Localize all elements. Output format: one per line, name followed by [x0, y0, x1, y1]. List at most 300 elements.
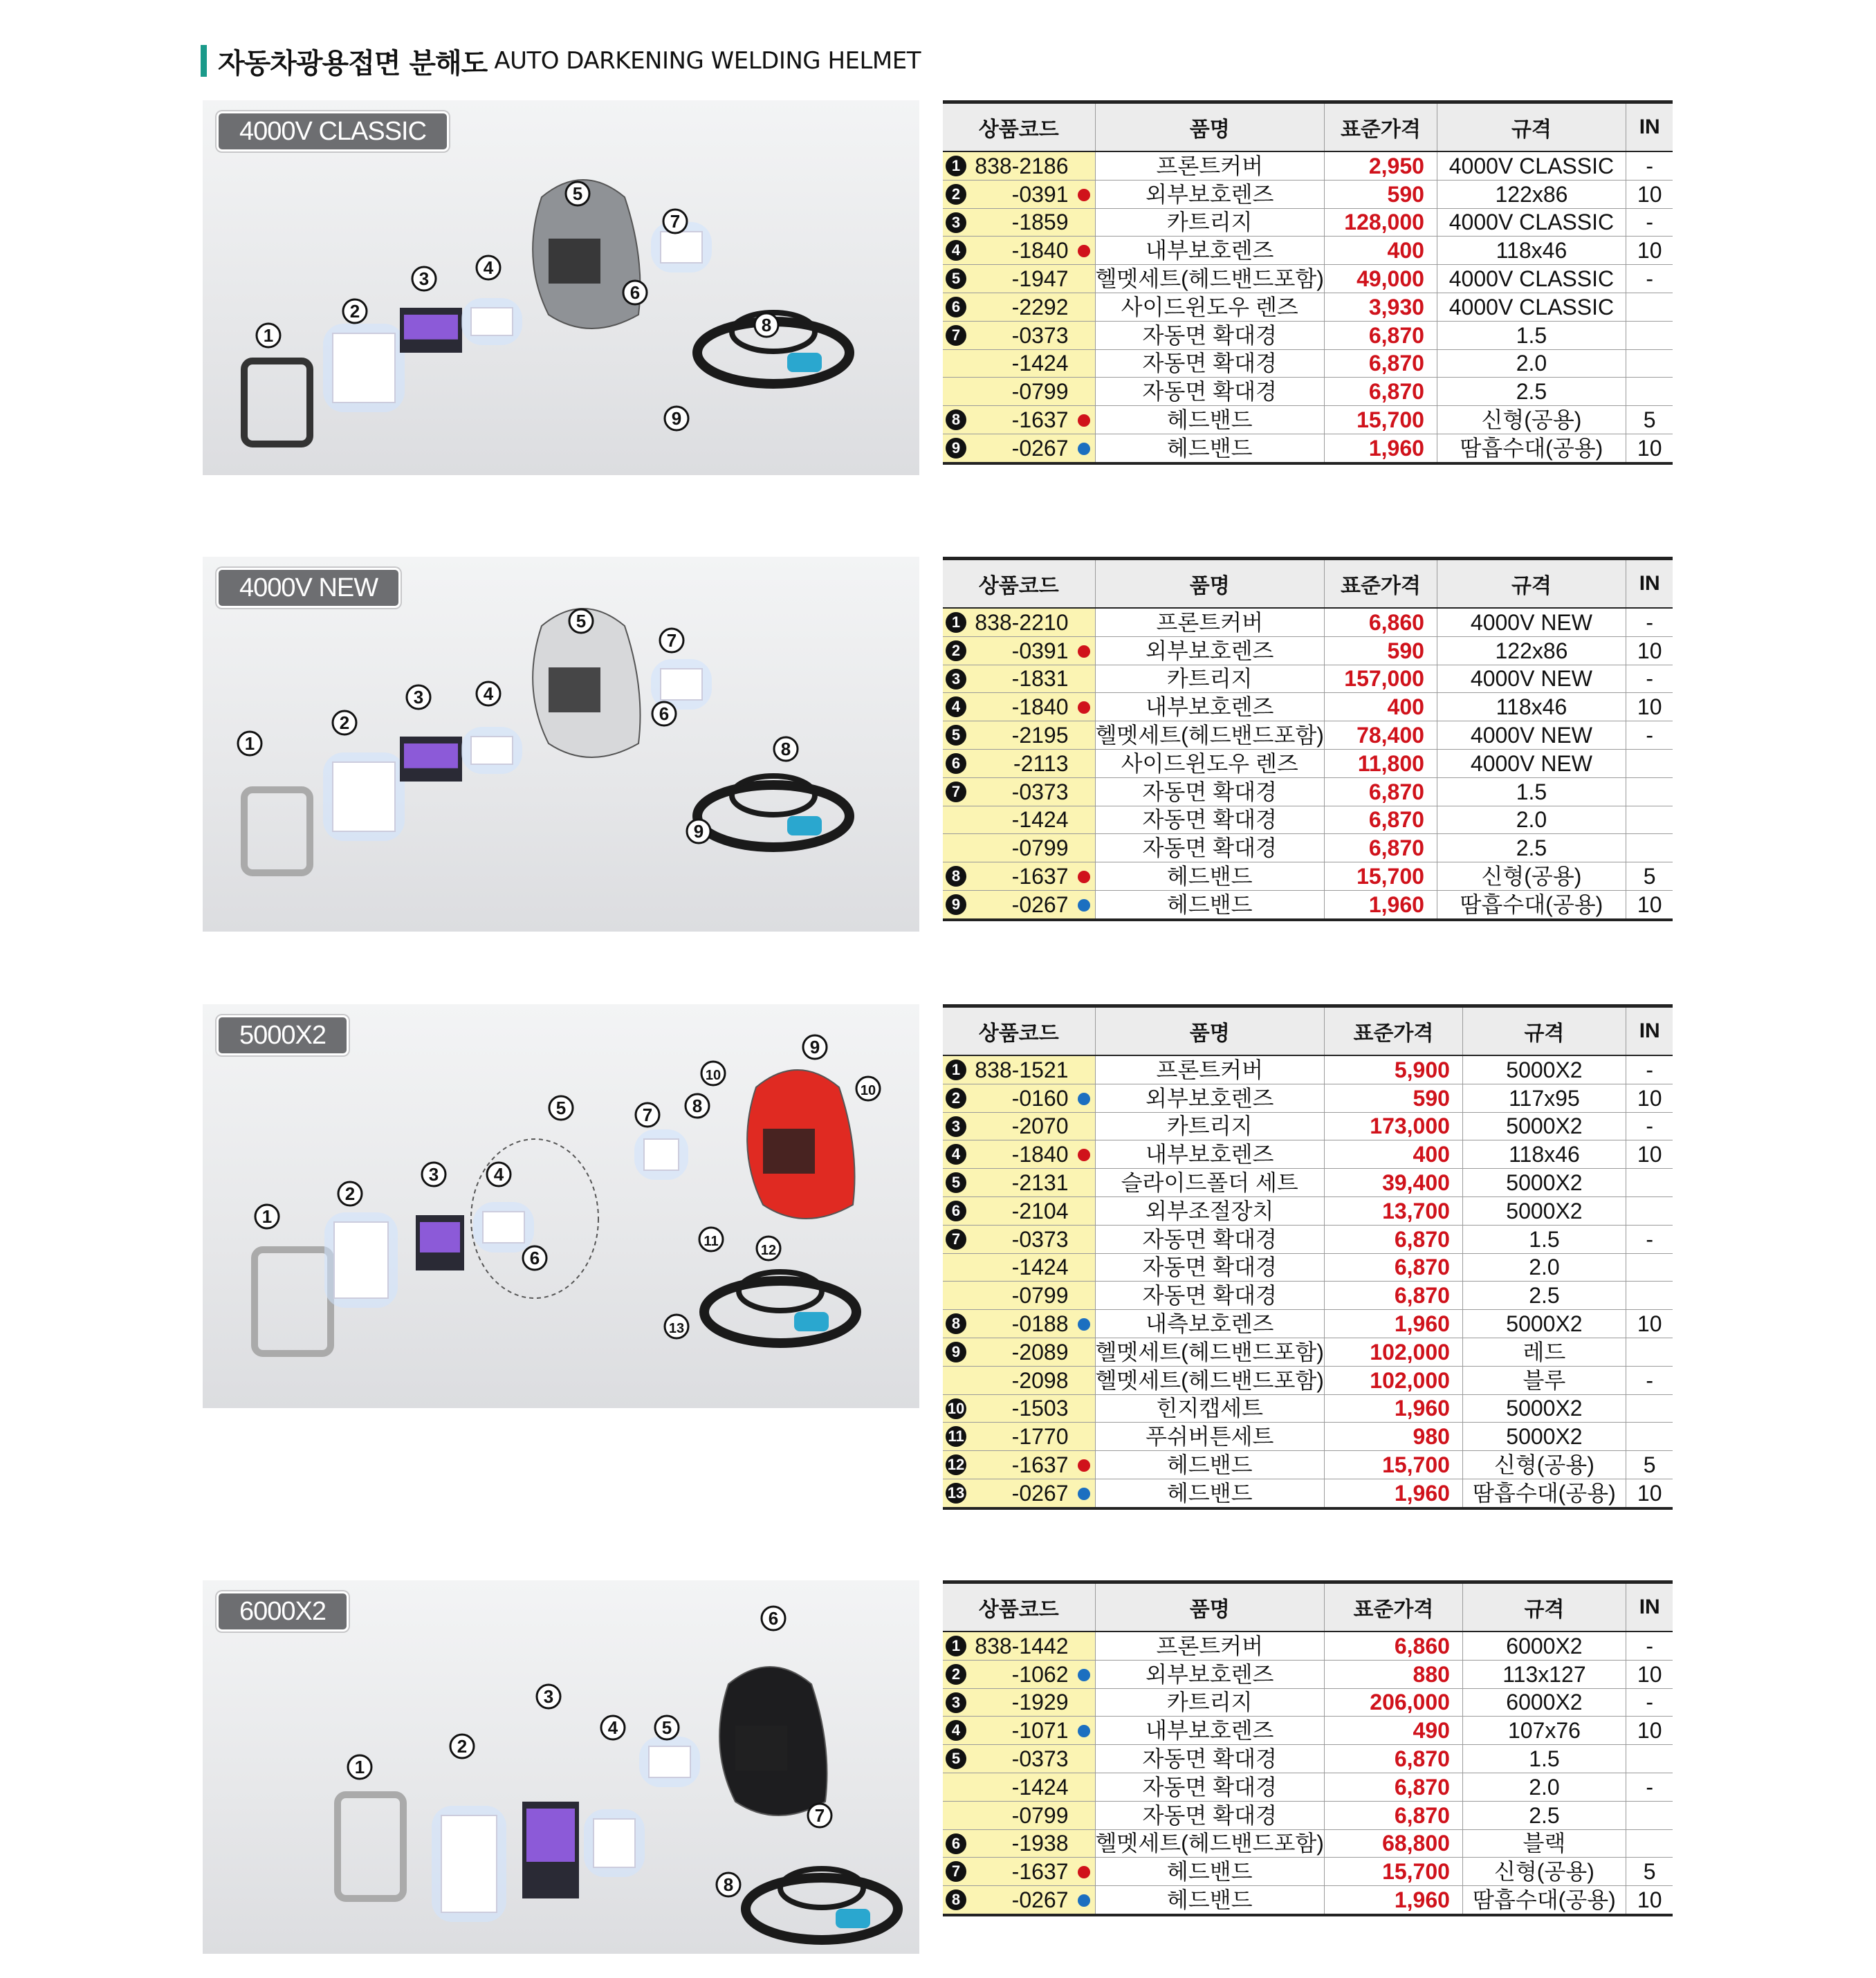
product-name-cell: 내부보호렌즈 — [1095, 693, 1324, 721]
item-number-badge: 9 — [946, 894, 966, 915]
spec-cell: 1.5 — [1462, 1745, 1626, 1773]
table-row — [943, 1451, 1673, 1479]
product-code: -1424 — [1011, 807, 1069, 833]
product-name-cell: 자동면 확대경 — [1095, 1801, 1324, 1829]
product-name-cell: 자동면 확대경 — [1095, 1225, 1324, 1253]
in-qty-cell: 10 — [1626, 1310, 1673, 1338]
model-badge: 5000X2 — [217, 1015, 349, 1055]
spec-cell: 4000V CLASSIC — [1437, 151, 1626, 180]
callout-number — [422, 1163, 445, 1186]
callout-number — [652, 702, 676, 725]
column-header-code: 상품코드 — [943, 1582, 1095, 1632]
in-qty-cell — [1626, 806, 1673, 834]
spec-cell: 6000X2 — [1462, 1632, 1626, 1660]
front-cover-part — [255, 1250, 331, 1353]
product-code-cell — [943, 777, 1095, 806]
price-cell: 3,930 — [1324, 293, 1437, 321]
spec-cell: 1.5 — [1462, 1225, 1626, 1253]
product-code-cell — [943, 237, 1095, 265]
spec-cell: 118x46 — [1437, 693, 1626, 721]
in-qty-cell: 10 — [1626, 237, 1673, 265]
column-header-in: IN — [1626, 559, 1673, 609]
product-code-cell — [943, 693, 1095, 721]
svg-text:6: 6 — [629, 282, 641, 303]
outer-lens-part — [441, 1815, 497, 1912]
product-code-cell — [943, 1479, 1095, 1508]
spec-cell: 2.0 — [1437, 806, 1626, 834]
product-name-cell: 내부보호렌즈 — [1095, 237, 1324, 265]
product-name-cell: 슬라이드폴더 세트 — [1095, 1169, 1324, 1197]
price-cell: 6,870 — [1324, 834, 1437, 862]
price-cell: 6,870 — [1324, 777, 1437, 806]
helmet-window — [735, 1726, 787, 1771]
product-code-cell — [943, 1169, 1095, 1197]
exploded-diagram — [203, 557, 919, 932]
product-code: -1503 — [1011, 1396, 1069, 1421]
product-code-cell — [943, 1858, 1095, 1886]
product-name-cell: 헬멧세트(헤드밴드포함) — [1095, 1829, 1324, 1858]
sweatband-part — [794, 1312, 829, 1331]
spec-cell: 레드 — [1462, 1338, 1626, 1366]
callout-number — [477, 682, 500, 705]
blue-dot-icon — [1078, 1669, 1090, 1681]
column-header-spec: 규격 — [1437, 102, 1626, 152]
in-qty-cell: - — [1626, 265, 1673, 293]
product-name-cell: 푸쉬버튼세트 — [1095, 1423, 1324, 1451]
product-code: -2098 — [1011, 1367, 1069, 1393]
spec-cell: 신형(공용) — [1437, 862, 1626, 891]
cartridge-filter — [404, 743, 458, 768]
callout-number — [343, 299, 367, 323]
blue-dot-icon — [1078, 1488, 1090, 1500]
in-qty-cell: 10 — [1626, 1886, 1673, 1915]
in-qty-cell: - — [1626, 1225, 1673, 1253]
table-row — [943, 693, 1673, 721]
product-code: -2292 — [1011, 294, 1069, 320]
callout-number — [255, 1205, 279, 1228]
diagram-panel — [203, 1004, 919, 1408]
item-number-badge: 7 — [946, 1861, 966, 1882]
svg-text:6: 6 — [768, 1608, 779, 1629]
product-code: -0267 — [1011, 1887, 1069, 1913]
price-cell: 6,870 — [1324, 321, 1437, 349]
price-cell: 6,870 — [1324, 1225, 1462, 1253]
svg-text:4: 4 — [493, 1164, 504, 1185]
callout-number — [549, 1096, 573, 1120]
item-number-badge: 8 — [946, 866, 966, 887]
red-dot-icon — [1078, 245, 1090, 257]
product-name-cell: 헬멧세트(헤드밴드포함) — [1095, 1338, 1324, 1366]
red-dot-icon — [1078, 1866, 1090, 1878]
in-qty-cell: 10 — [1626, 434, 1673, 463]
svg-text:9: 9 — [809, 1037, 820, 1057]
item-number-badge: 8 — [946, 1889, 966, 1910]
product-name-cell: 자동면 확대경 — [1095, 1253, 1324, 1282]
product-name-cell: 헤드밴드 — [1095, 862, 1324, 891]
callout-number — [477, 256, 500, 279]
product-code-cell — [943, 406, 1095, 434]
price-cell: 6,870 — [1324, 806, 1437, 834]
spec-cell: 땀흡수대(공용) — [1437, 890, 1626, 919]
in-qty-cell — [1626, 1253, 1673, 1282]
callout-number — [523, 1246, 546, 1270]
product-name-cell: 프론트커버 — [1095, 1632, 1324, 1660]
inner-lens-part — [471, 737, 513, 764]
product-code: -1637 — [1011, 864, 1069, 889]
price-cell: 39,400 — [1324, 1169, 1462, 1197]
product-code-cell — [943, 321, 1095, 349]
svg-text:1: 1 — [354, 1757, 365, 1777]
callout-number — [623, 281, 647, 304]
item-number-badge: 7 — [946, 1229, 966, 1250]
product-code-cell — [943, 180, 1095, 208]
in-qty-cell — [1626, 293, 1673, 321]
spec-cell: 4000V NEW — [1437, 749, 1626, 777]
in-qty-cell: - — [1626, 608, 1673, 636]
item-number-badge: 5 — [946, 268, 966, 289]
spec-cell: 118x46 — [1437, 237, 1626, 265]
spec-cell: 4000V CLASSIC — [1437, 208, 1626, 237]
in-qty-cell — [1626, 1282, 1673, 1310]
product-code-cell — [943, 1225, 1095, 1253]
product-code: -0799 — [1011, 835, 1069, 861]
price-cell: 102,000 — [1324, 1366, 1462, 1394]
table-row — [943, 1632, 1673, 1660]
product-code-cell — [943, 434, 1095, 463]
product-name-cell: 헤드밴드 — [1095, 434, 1324, 463]
product-code: 838-2210 — [975, 609, 1069, 635]
price-cell: 1,960 — [1324, 1479, 1462, 1508]
product-code-cell — [943, 378, 1095, 406]
callout-number — [450, 1735, 474, 1758]
product-code-cell — [943, 1112, 1095, 1140]
product-code: -2113 — [1013, 750, 1069, 776]
in-qty-cell — [1626, 1423, 1673, 1451]
product-code-cell — [943, 1632, 1095, 1660]
svg-text:11: 11 — [704, 1234, 719, 1249]
price-cell: 1,960 — [1324, 890, 1437, 919]
red-dot-icon — [1078, 1459, 1090, 1472]
in-qty-cell: - — [1626, 1112, 1673, 1140]
product-name-cell: 자동면 확대경 — [1095, 321, 1324, 349]
spec-cell: 2.5 — [1462, 1282, 1626, 1310]
table-row — [943, 1394, 1673, 1423]
title-english: AUTO DARKENING WELDING HELMET — [494, 47, 921, 75]
table-row — [943, 1338, 1673, 1366]
spec-cell: 4000V NEW — [1437, 608, 1626, 636]
item-number-badge: 9 — [946, 438, 966, 459]
parts-table — [943, 100, 1673, 465]
table-row — [943, 151, 1673, 180]
product-name-cell: 헤드밴드 — [1095, 1479, 1324, 1508]
product-code: 838-1521 — [975, 1057, 1069, 1082]
svg-text:12: 12 — [760, 1243, 777, 1258]
spec-cell: 신형(공용) — [1462, 1451, 1626, 1479]
product-code-cell — [943, 1886, 1095, 1915]
in-qty-cell: - — [1626, 1688, 1673, 1717]
diagram-panel — [203, 100, 919, 475]
svg-text:2: 2 — [457, 1736, 468, 1757]
item-number-badge: 1 — [946, 1636, 966, 1656]
in-qty-cell: 5 — [1626, 862, 1673, 891]
product-code-cell — [943, 151, 1095, 180]
svg-text:5: 5 — [572, 183, 583, 204]
price-cell: 1,960 — [1324, 1394, 1462, 1423]
outer-lens-part — [334, 1222, 388, 1298]
spec-cell: 6000X2 — [1462, 1688, 1626, 1717]
in-qty-cell: - — [1626, 721, 1673, 750]
spec-cell: 신형(공용) — [1462, 1858, 1626, 1886]
spec-cell: 5000X2 — [1462, 1423, 1626, 1451]
spec-cell: 4000V CLASSIC — [1437, 293, 1626, 321]
product-code-cell — [943, 1140, 1095, 1169]
price-cell: 400 — [1324, 237, 1437, 265]
product-code: -1929 — [1011, 1690, 1069, 1715]
table-row — [943, 749, 1673, 777]
price-cell: 102,000 — [1324, 1338, 1462, 1366]
product-name-cell: 자동면 확대경 — [1095, 349, 1324, 378]
spec-cell: 118x46 — [1462, 1140, 1626, 1169]
price-cell: 1,960 — [1324, 434, 1437, 463]
price-cell: 5,900 — [1324, 1055, 1462, 1084]
table-row — [943, 434, 1673, 463]
model-badge: 4000V NEW — [217, 568, 401, 608]
spec-cell: 땀흡수대(공용) — [1462, 1886, 1626, 1915]
product-name-cell: 헬멧세트(헤드밴드포함) — [1095, 721, 1324, 750]
spec-cell: 4000V CLASSIC — [1437, 265, 1626, 293]
product-code: -0799 — [1011, 1802, 1069, 1828]
callout-number — [601, 1716, 625, 1739]
sweatband-part — [787, 353, 822, 372]
item-number-badge: 4 — [946, 1720, 966, 1741]
product-code: -1831 — [1011, 666, 1069, 692]
spec-cell: 5000X2 — [1462, 1394, 1626, 1423]
table-row — [943, 1717, 1673, 1745]
spec-cell: 1.5 — [1437, 777, 1626, 806]
svg-text:8: 8 — [723, 1874, 734, 1895]
product-code-cell — [943, 749, 1095, 777]
product-code: -2195 — [1011, 723, 1069, 748]
spec-cell: 블루 — [1462, 1366, 1626, 1394]
price-cell: 6,870 — [1324, 378, 1437, 406]
svg-text:7: 7 — [670, 211, 681, 232]
product-code: -1840 — [1011, 694, 1069, 720]
callout-number — [717, 1873, 740, 1896]
product-code-cell — [943, 608, 1095, 636]
spec-cell: 4000V NEW — [1437, 665, 1626, 693]
table-row — [943, 665, 1673, 693]
spec-cell: 5000X2 — [1462, 1112, 1626, 1140]
in-qty-cell: - — [1626, 665, 1673, 693]
item-number-badge: 4 — [946, 1144, 966, 1165]
item-number-badge: 9 — [946, 1342, 966, 1362]
spec-cell: 5000X2 — [1462, 1196, 1626, 1225]
price-cell: 880 — [1324, 1660, 1462, 1688]
svg-text:13: 13 — [668, 1321, 685, 1336]
product-code: -0373 — [1011, 322, 1069, 348]
table-row — [943, 406, 1673, 434]
table-row — [943, 721, 1673, 750]
product-code-cell — [943, 1084, 1095, 1112]
blue-dot-icon — [1078, 1093, 1090, 1105]
product-code: -0267 — [1011, 435, 1069, 461]
product-name-cell: 자동면 확대경 — [1095, 378, 1324, 406]
item-number-badge: 2 — [946, 640, 966, 661]
table-row — [943, 321, 1673, 349]
product-code: -0160 — [1011, 1085, 1069, 1111]
column-header-code: 상품코드 — [943, 1006, 1095, 1056]
front-cover-part — [338, 1795, 403, 1898]
product-code: -1071 — [1011, 1718, 1069, 1744]
product-name-cell: 카트리지 — [1095, 1688, 1324, 1717]
price-cell: 15,700 — [1324, 406, 1437, 434]
spec-cell: 1.5 — [1437, 321, 1626, 349]
column-header-spec: 규격 — [1462, 1582, 1626, 1632]
product-code-cell — [943, 1310, 1095, 1338]
item-number-badge: 3 — [946, 669, 966, 690]
outer-lens-part — [333, 333, 395, 403]
in-qty-cell: 10 — [1626, 1660, 1673, 1688]
callout-number — [537, 1685, 560, 1708]
column-header-code: 상품코드 — [943, 102, 1095, 152]
product-code-cell — [943, 1366, 1095, 1394]
in-qty-cell: 10 — [1626, 890, 1673, 919]
in-qty-cell: 10 — [1626, 180, 1673, 208]
svg-text:2: 2 — [349, 301, 360, 322]
spec-cell: 신형(공용) — [1437, 406, 1626, 434]
product-name-cell: 외부보호렌즈 — [1095, 1660, 1324, 1688]
in-qty-cell — [1626, 321, 1673, 349]
in-qty-cell — [1626, 1801, 1673, 1829]
product-code: -0188 — [1011, 1311, 1069, 1337]
spec-cell: 2.5 — [1437, 834, 1626, 862]
price-cell: 6,860 — [1324, 608, 1437, 636]
item-number-badge: 5 — [946, 725, 966, 746]
svg-text:4: 4 — [607, 1717, 618, 1738]
column-header-code: 상품코드 — [943, 559, 1095, 609]
svg-text:6: 6 — [659, 703, 670, 724]
table-row — [943, 1196, 1673, 1225]
price-cell: 1,960 — [1324, 1310, 1462, 1338]
column-header-price: 표준가격 — [1324, 1006, 1462, 1056]
product-name-cell: 자동면 확대경 — [1095, 777, 1324, 806]
price-cell: 6,870 — [1324, 1745, 1462, 1773]
item-number-badge: 4 — [946, 240, 966, 261]
item-number-badge: 5 — [946, 1748, 966, 1769]
product-name-cell: 외부보호렌즈 — [1095, 1084, 1324, 1112]
item-number-badge: 13 — [946, 1483, 966, 1504]
inner-lens-part — [594, 1819, 635, 1867]
callout-number — [686, 1094, 709, 1118]
product-code: -2131 — [1011, 1170, 1069, 1196]
product-code-cell — [943, 721, 1095, 750]
price-cell: 6,870 — [1324, 1801, 1462, 1829]
helmet-window — [763, 1129, 815, 1174]
product-name-cell: 자동면 확대경 — [1095, 834, 1324, 862]
price-cell: 6,870 — [1324, 1282, 1462, 1310]
product-code-cell — [943, 1055, 1095, 1084]
svg-text:3: 3 — [428, 1164, 439, 1185]
table-row — [943, 1773, 1673, 1801]
spec-cell: 4000V NEW — [1437, 721, 1626, 750]
product-name-cell: 내측보호렌즈 — [1095, 1310, 1324, 1338]
in-qty-cell: - — [1626, 1366, 1673, 1394]
in-qty-cell: 10 — [1626, 1140, 1673, 1169]
product-code: -0267 — [1011, 1480, 1069, 1506]
model-badge: 6000X2 — [217, 1591, 349, 1632]
item-number-badge: 8 — [946, 1313, 966, 1334]
table-row — [943, 1886, 1673, 1915]
product-code: -2104 — [1011, 1198, 1069, 1223]
table-row — [943, 349, 1673, 378]
red-dot-icon — [1078, 701, 1090, 714]
product-code: -1947 — [1011, 266, 1069, 292]
product-name-cell: 자동면 확대경 — [1095, 1773, 1324, 1801]
callout-number — [636, 1103, 659, 1127]
item-number-badge: 3 — [946, 1116, 966, 1137]
product-code: -1840 — [1011, 238, 1069, 264]
product-name-cell: 카트리지 — [1095, 1112, 1324, 1140]
svg-text:5: 5 — [555, 1098, 567, 1118]
product-code: -0267 — [1011, 891, 1069, 917]
spec-cell: 2.0 — [1462, 1253, 1626, 1282]
price-cell: 68,800 — [1324, 1829, 1462, 1858]
callout-number — [762, 1607, 785, 1630]
svg-text:9: 9 — [693, 821, 704, 842]
svg-text:7: 7 — [666, 630, 677, 651]
product-code-cell — [943, 1773, 1095, 1801]
table-row — [943, 1660, 1673, 1688]
in-qty-cell: 10 — [1626, 1479, 1673, 1508]
table-row — [943, 1310, 1673, 1338]
table-row — [943, 777, 1673, 806]
in-qty-cell — [1626, 1169, 1673, 1197]
callout-number — [757, 1237, 780, 1260]
magnifier-part — [649, 1746, 690, 1777]
in-qty-cell — [1626, 1394, 1673, 1423]
product-code: -2070 — [1011, 1113, 1069, 1139]
spec-cell: 5000X2 — [1462, 1055, 1626, 1084]
callout-number — [665, 407, 688, 430]
svg-text:3: 3 — [413, 687, 424, 708]
item-number-badge: 5 — [946, 1172, 966, 1193]
parts-table — [943, 557, 1673, 921]
in-qty-cell: 5 — [1626, 1858, 1673, 1886]
product-code: -2089 — [1011, 1339, 1069, 1365]
product-code: -0373 — [1011, 779, 1069, 804]
red-dot-icon — [1078, 1149, 1090, 1161]
svg-text:4: 4 — [483, 683, 494, 704]
product-name-cell: 외부조절장치 — [1095, 1196, 1324, 1225]
product-code-cell — [943, 1660, 1095, 1688]
callout-number — [655, 1716, 679, 1739]
product-name-cell: 내부보호렌즈 — [1095, 1140, 1324, 1169]
product-code-cell — [943, 834, 1095, 862]
product-name-cell: 헬멧세트(헤드밴드포함) — [1095, 265, 1324, 293]
callout-number — [412, 267, 436, 290]
svg-text:8: 8 — [692, 1096, 703, 1116]
column-header-price: 표준가격 — [1324, 1582, 1462, 1632]
spec-cell: 2.5 — [1462, 1801, 1626, 1829]
red-dot-icon — [1078, 645, 1090, 658]
product-name-cell: 프론트커버 — [1095, 1055, 1324, 1084]
price-cell: 15,700 — [1324, 862, 1437, 891]
table-row — [943, 1253, 1673, 1282]
spec-cell: 2.5 — [1437, 378, 1626, 406]
product-code: -1062 — [1011, 1661, 1069, 1687]
svg-text:5: 5 — [661, 1717, 672, 1738]
table-row — [943, 265, 1673, 293]
